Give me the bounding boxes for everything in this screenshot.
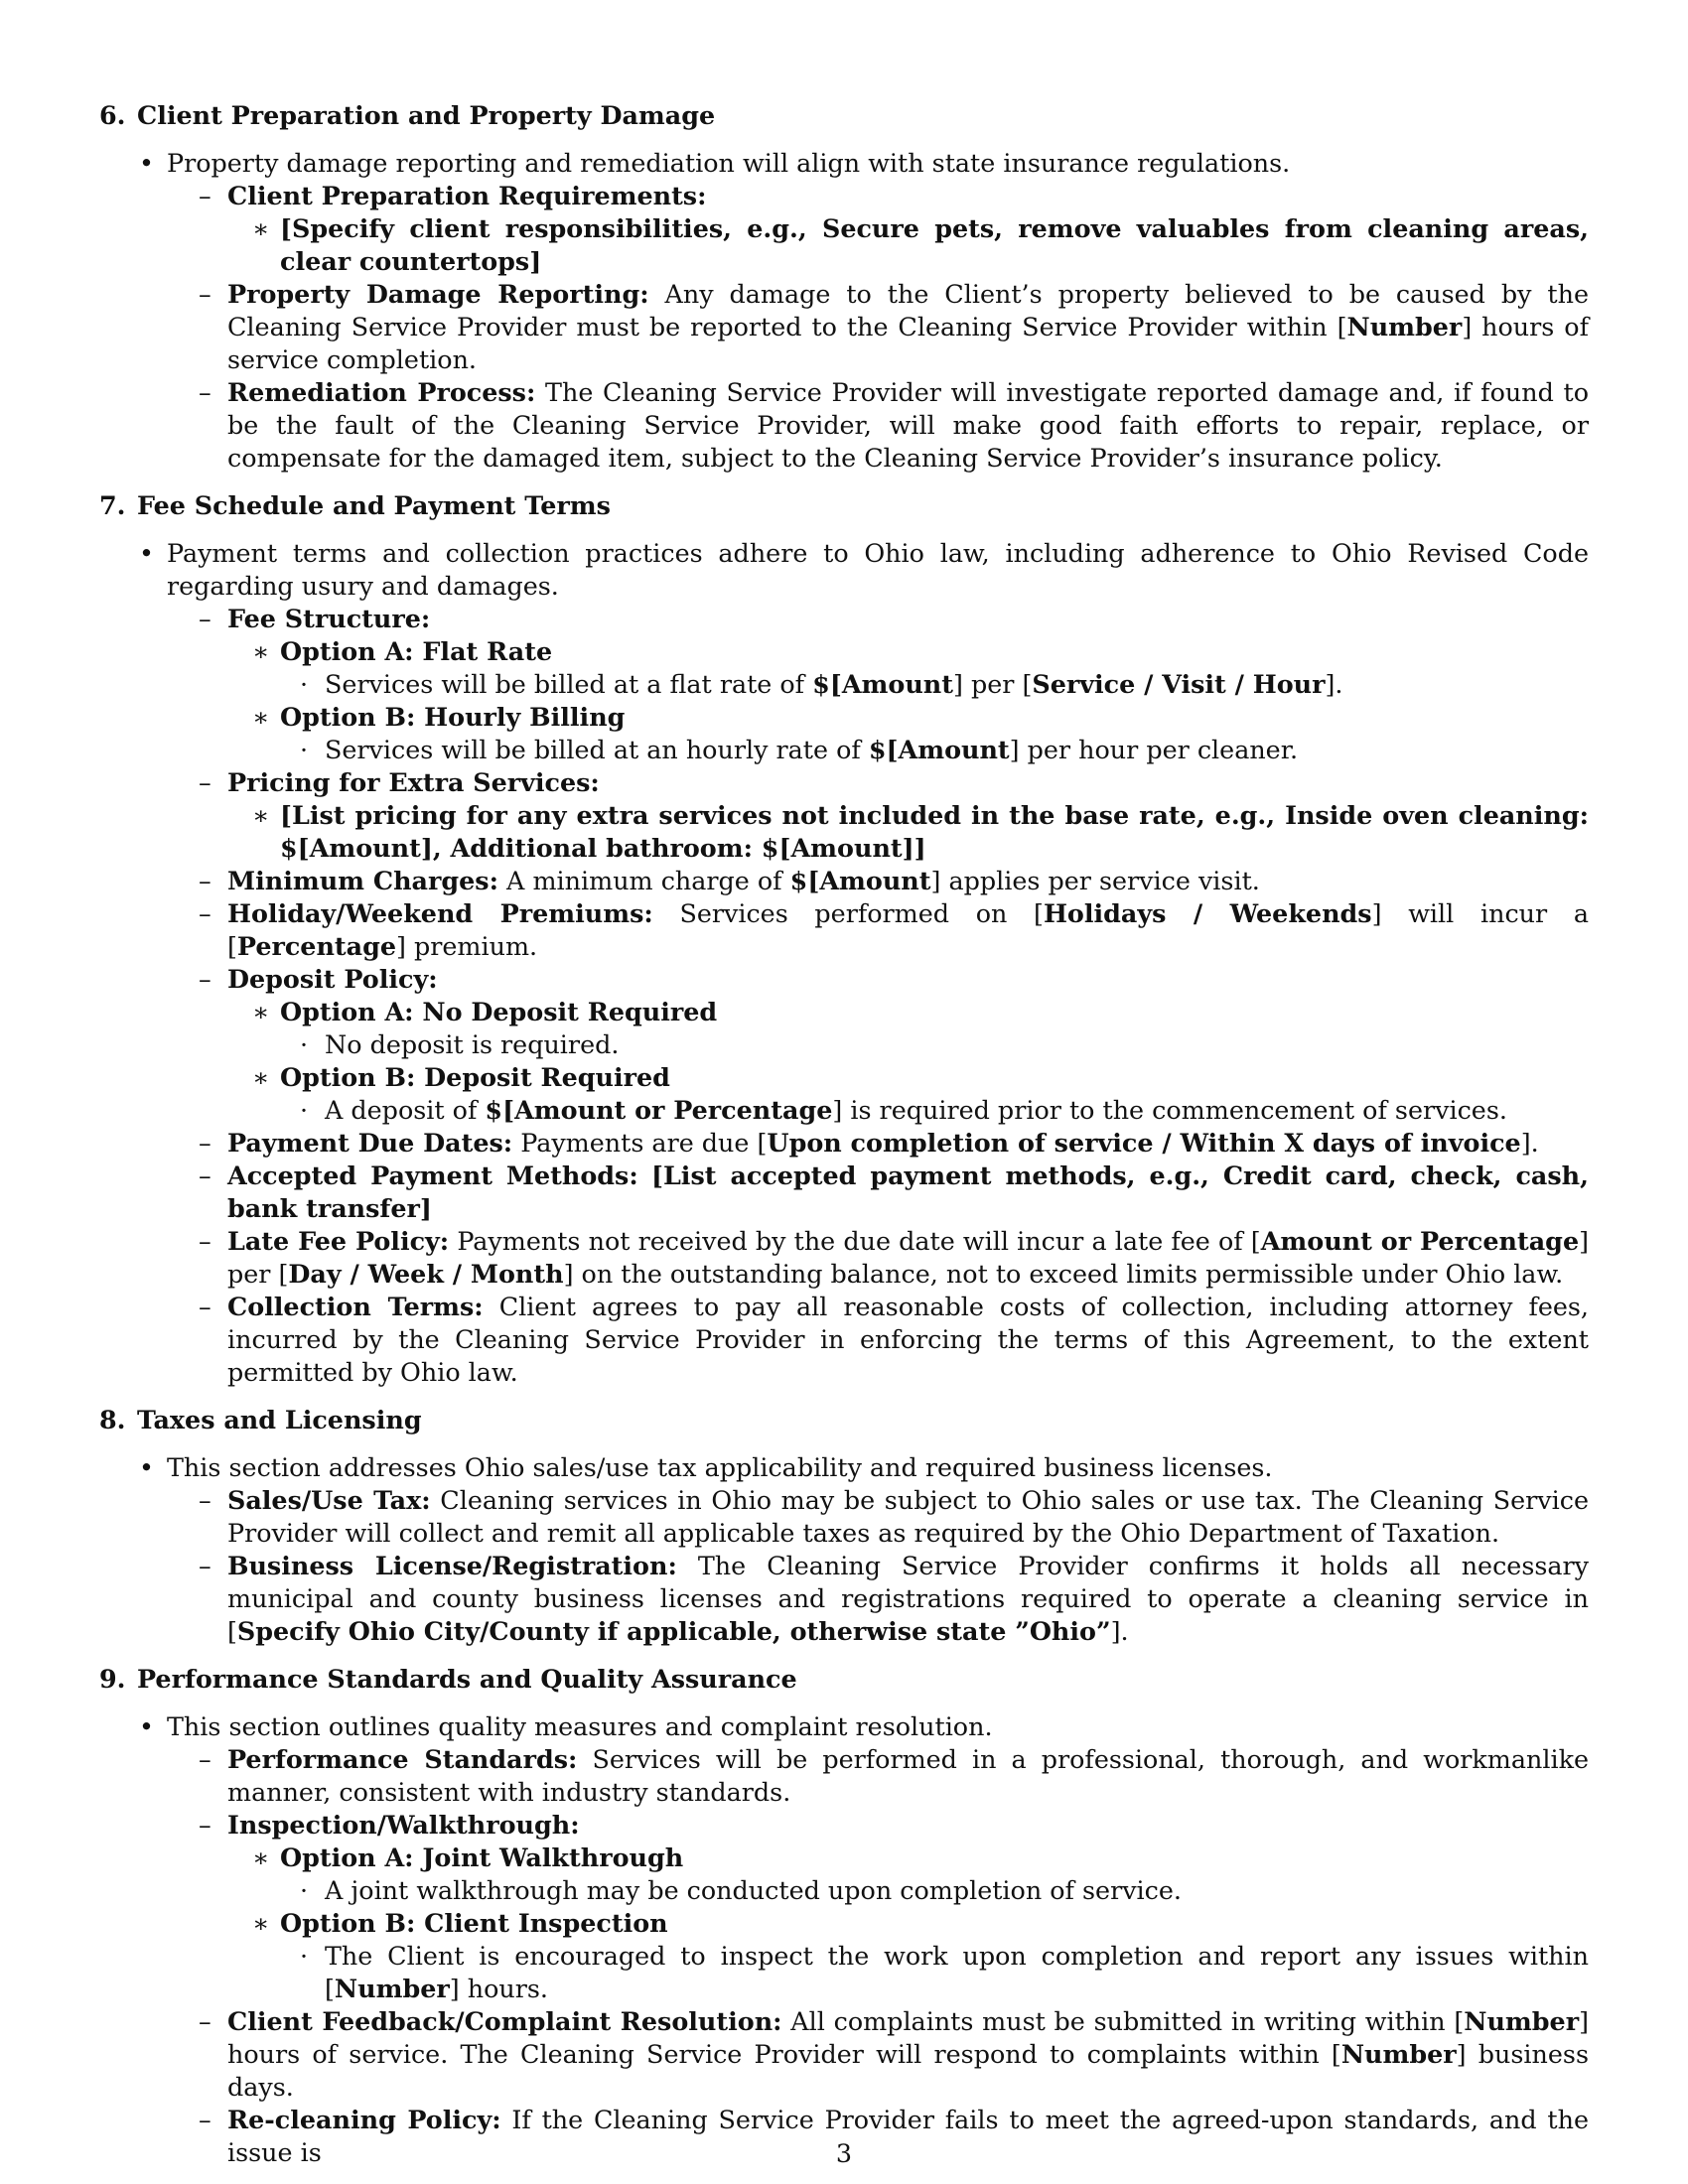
item-label: Deposit Policy: [227,964,438,994]
list-item: · The Client is encouraged to inspect the work upon completion and report any issues within [Number] hours. [300,1941,1589,2003]
item-label: Re-cleaning Policy: [227,2105,501,2134]
dot-marker: · [300,1029,309,1059]
dash-marker: – [199,964,211,994]
dash-marker: – [199,866,211,895]
item-label: Sales/Use Tax: [227,1485,431,1515]
list-item: – Re-cleaning Policy: If the Cleaning Service Provider fails to meet the agreed-upon standards, and the issue is [199,2105,1589,2167]
dash-marker: – [199,1226,211,1256]
section-number: 7. [99,490,126,520]
item-label: Late Fee Policy: [227,1226,450,1256]
list-item [0,1809,1688,1842]
page-number: 3 [835,2138,853,2168]
bullet-marker: • [139,148,154,178]
list-item: – Sales/Use Tax: Cleaning services in Ohio may be subject to Ohio sales or use tax. The Cleaning Service Provider will collect and remit all applicable taxes as required by the Ohio Department of Taxation. [199,1485,1590,1548]
placeholder-text: [Specify client responsibilities, e.g., Secure pets, remove valuables from cleaning areas, clear countertops] [280,213,1589,276]
list-item: – Late Fee Policy: Payments not received by the due date will incur a late fee of [Amount or Percentage] per [Day / Week / Month] on the outstanding balance, not to exceed limits permissible under Ohio law. [199,1226,1590,1289]
dash-marker: – [199,1160,211,1190]
section-title: Performance Standards and Quality Assurance [137,1664,797,1694]
placeholder-text: [List pricing for any extra services not included in the base rate, e.g., Inside oven cleaning: $[Amount], Additional bathroom: $[Amount]] [280,800,1589,863]
dot-marker: · [300,1941,309,1971]
star-marker: ∗ [252,1843,270,1872]
list-item [0,701,1688,734]
option-label: Option B: Client Inspection [280,1908,668,1938]
section-heading [0,1663,1688,1696]
dash-marker: – [199,2105,211,2134]
list-item [0,603,1688,635]
dash-marker: – [199,1485,211,1515]
option-label: Option B: Hourly Billing [280,702,626,732]
section-intro: • Property damage reporting and remediation will align with state insurance regulations. [139,148,1291,178]
item-label: Remediation Process: [227,377,536,407]
option-label: Option A: Joint Walkthrough [280,1843,684,1872]
dash-marker: – [199,279,211,309]
section-number: 8. [99,1405,126,1434]
item-label: Client Preparation Requirements: [227,181,707,210]
option-label: Option A: Flat Rate [280,636,553,666]
placeholder-text: [List accepted payment methods, e.g., Credit card, check, cash, bank transfer] [227,1160,1589,1223]
dot-marker: · [300,669,309,699]
option-label: Option A: No Deposit Required [280,997,718,1026]
item-label: Property Damage Reporting: [227,279,649,309]
list-item [0,1907,1688,1940]
bullet-marker: • [139,1711,154,1741]
list-item [0,180,1688,212]
dot-marker: · [300,1095,309,1125]
list-item [0,1061,1688,1094]
list-item: – Business License/Registration: The Cleaning Service Provider confirms it holds all necessary municipal and county business licenses and registrations required to operate a cleaning service in [Specify Ohio City/County if applicable, otherwise state ”Ohio”]. [199,1551,1589,1646]
section-title: Taxes and Licensing [137,1405,422,1434]
dash-marker: – [199,1551,211,1580]
dash-marker: – [199,898,211,928]
item-label: Inspection/Walkthrough: [227,1810,580,1840]
list-item: – Remediation Process: The Cleaning Service Provider will investigate reported damage and, if found to be the fault of the Cleaning Service Provider, will make good faith efforts to repair, replace, or compensate for the damaged item, subject to the Cleaning Service Provider’s insurance policy. [199,377,1590,473]
star-marker: ∗ [252,1062,270,1092]
item-label: Fee Structure: [227,604,431,633]
list-item [0,996,1688,1028]
section-title: Client Preparation and Property Damage [137,100,716,130]
section-intro: • This section addresses Ohio sales/use tax applicability and required business licenses. [139,1452,1273,1482]
dash-marker: – [199,377,211,407]
item-label: Holiday/Weekend Premiums: [227,898,653,928]
list-item [0,963,1688,996]
item-label: Business License/Registration: [227,1551,677,1580]
list-item: · No deposit is required. [300,1029,620,1059]
section-intro: • Payment terms and collection practices adhere to Ohio law, including adherence to Ohio Revised Code regarding usury and damages. [139,538,1589,601]
section-6 [0,99,1688,475]
section-title: Fee Schedule and Payment Terms [137,490,611,520]
list-item: – Holiday/Weekend Premiums: Services performed on [Holidays / Weekends] will incur a [Percentage] premium. [199,898,1589,961]
dash-marker: – [199,767,211,797]
list-item: – Client Feedback/Complaint Resolution: All complaints must be submitted in writing within [Number] hours of service. The Cleaning Service Provider will respond to complaints within [Number] business days. [199,2006,1589,2102]
list-item: – Performance Standards: Services will be performed in a professional, thorough, and workmanlike manner, consistent with industry standards. [199,1744,1589,1807]
dash-marker: – [199,1810,211,1840]
star-marker: ∗ [252,800,270,830]
star-marker: ∗ [252,636,270,666]
list-item [0,635,1688,668]
list-item: – Collection Terms: Client agrees to pay all reasonable costs of collection, including attorney fees, incurred by the Cleaning Service Provider in enforcing the terms of this Agreement, to the extent permitted by Ohio law. [199,1292,1589,1387]
section-heading [0,1404,1688,1436]
section-9 [0,1663,1688,2169]
list-item: · Services will be billed at an hourly rate of $[Amount] per hour per cleaner. [300,735,1299,764]
item-label: Collection Terms: [227,1292,484,1321]
section-number: 9. [99,1664,126,1694]
item-label: Accepted Payment Methods: [227,1160,638,1190]
item-label: Minimum Charges: [227,866,498,895]
list-item: – Property Damage Reporting: Any damage to the Client’s property believed to be caused by the Cleaning Service Provider must be reported to the Cleaning Service Provider within [Number] hours of service completion. [199,279,1589,374]
dash-marker: – [199,2006,211,2036]
option-label: Option B: Deposit Required [280,1062,670,1092]
list-item [0,1160,1688,1225]
list-item [0,1842,1688,1874]
list-item: – Minimum Charges: A minimum charge of $[Amount] applies per service visit. [199,866,1260,895]
document-body [0,99,1688,2184]
section-heading [0,99,1688,132]
list-item [0,766,1688,799]
bullet-marker: • [139,538,154,568]
item-label: Payment Due Dates: [227,1128,513,1158]
item-label: Pricing for Extra Services: [227,767,600,797]
star-marker: ∗ [252,997,270,1026]
item-label: Client Feedback/Complaint Resolution: [227,2006,782,2036]
dash-marker: – [199,1744,211,1774]
dot-marker: · [300,735,309,764]
star-marker: ∗ [252,1908,270,1938]
list-item [0,212,1688,278]
star-marker: ∗ [252,213,270,243]
dash-marker: – [199,1292,211,1321]
star-marker: ∗ [252,702,270,732]
item-label: Performance Standards: [227,1744,578,1774]
list-item: – Payment Due Dates: Payments are due [Upon completion of service / Within X days of invoice]. [199,1128,1539,1158]
dash-marker: – [199,1128,211,1158]
section-heading [0,489,1688,522]
section-7 [0,489,1688,1389]
dash-marker: – [199,181,211,210]
bullet-marker: • [139,1452,154,1482]
section-8 [0,1404,1688,1648]
section-intro: • This section outlines quality measures and complaint resolution. [139,1711,993,1741]
list-item [0,799,1688,865]
dash-marker: – [199,604,211,633]
section-number: 6. [99,100,126,130]
dot-marker: · [300,1875,309,1905]
list-item: · A deposit of $[Amount or Percentage] is required prior to the commencement of services. [300,1095,1507,1125]
list-item: · A joint walkthrough may be conducted upon completion of service. [300,1875,1182,1905]
list-item: · Services will be billed at a flat rate of $[Amount] per [Service / Visit / Hour]. [300,669,1343,699]
